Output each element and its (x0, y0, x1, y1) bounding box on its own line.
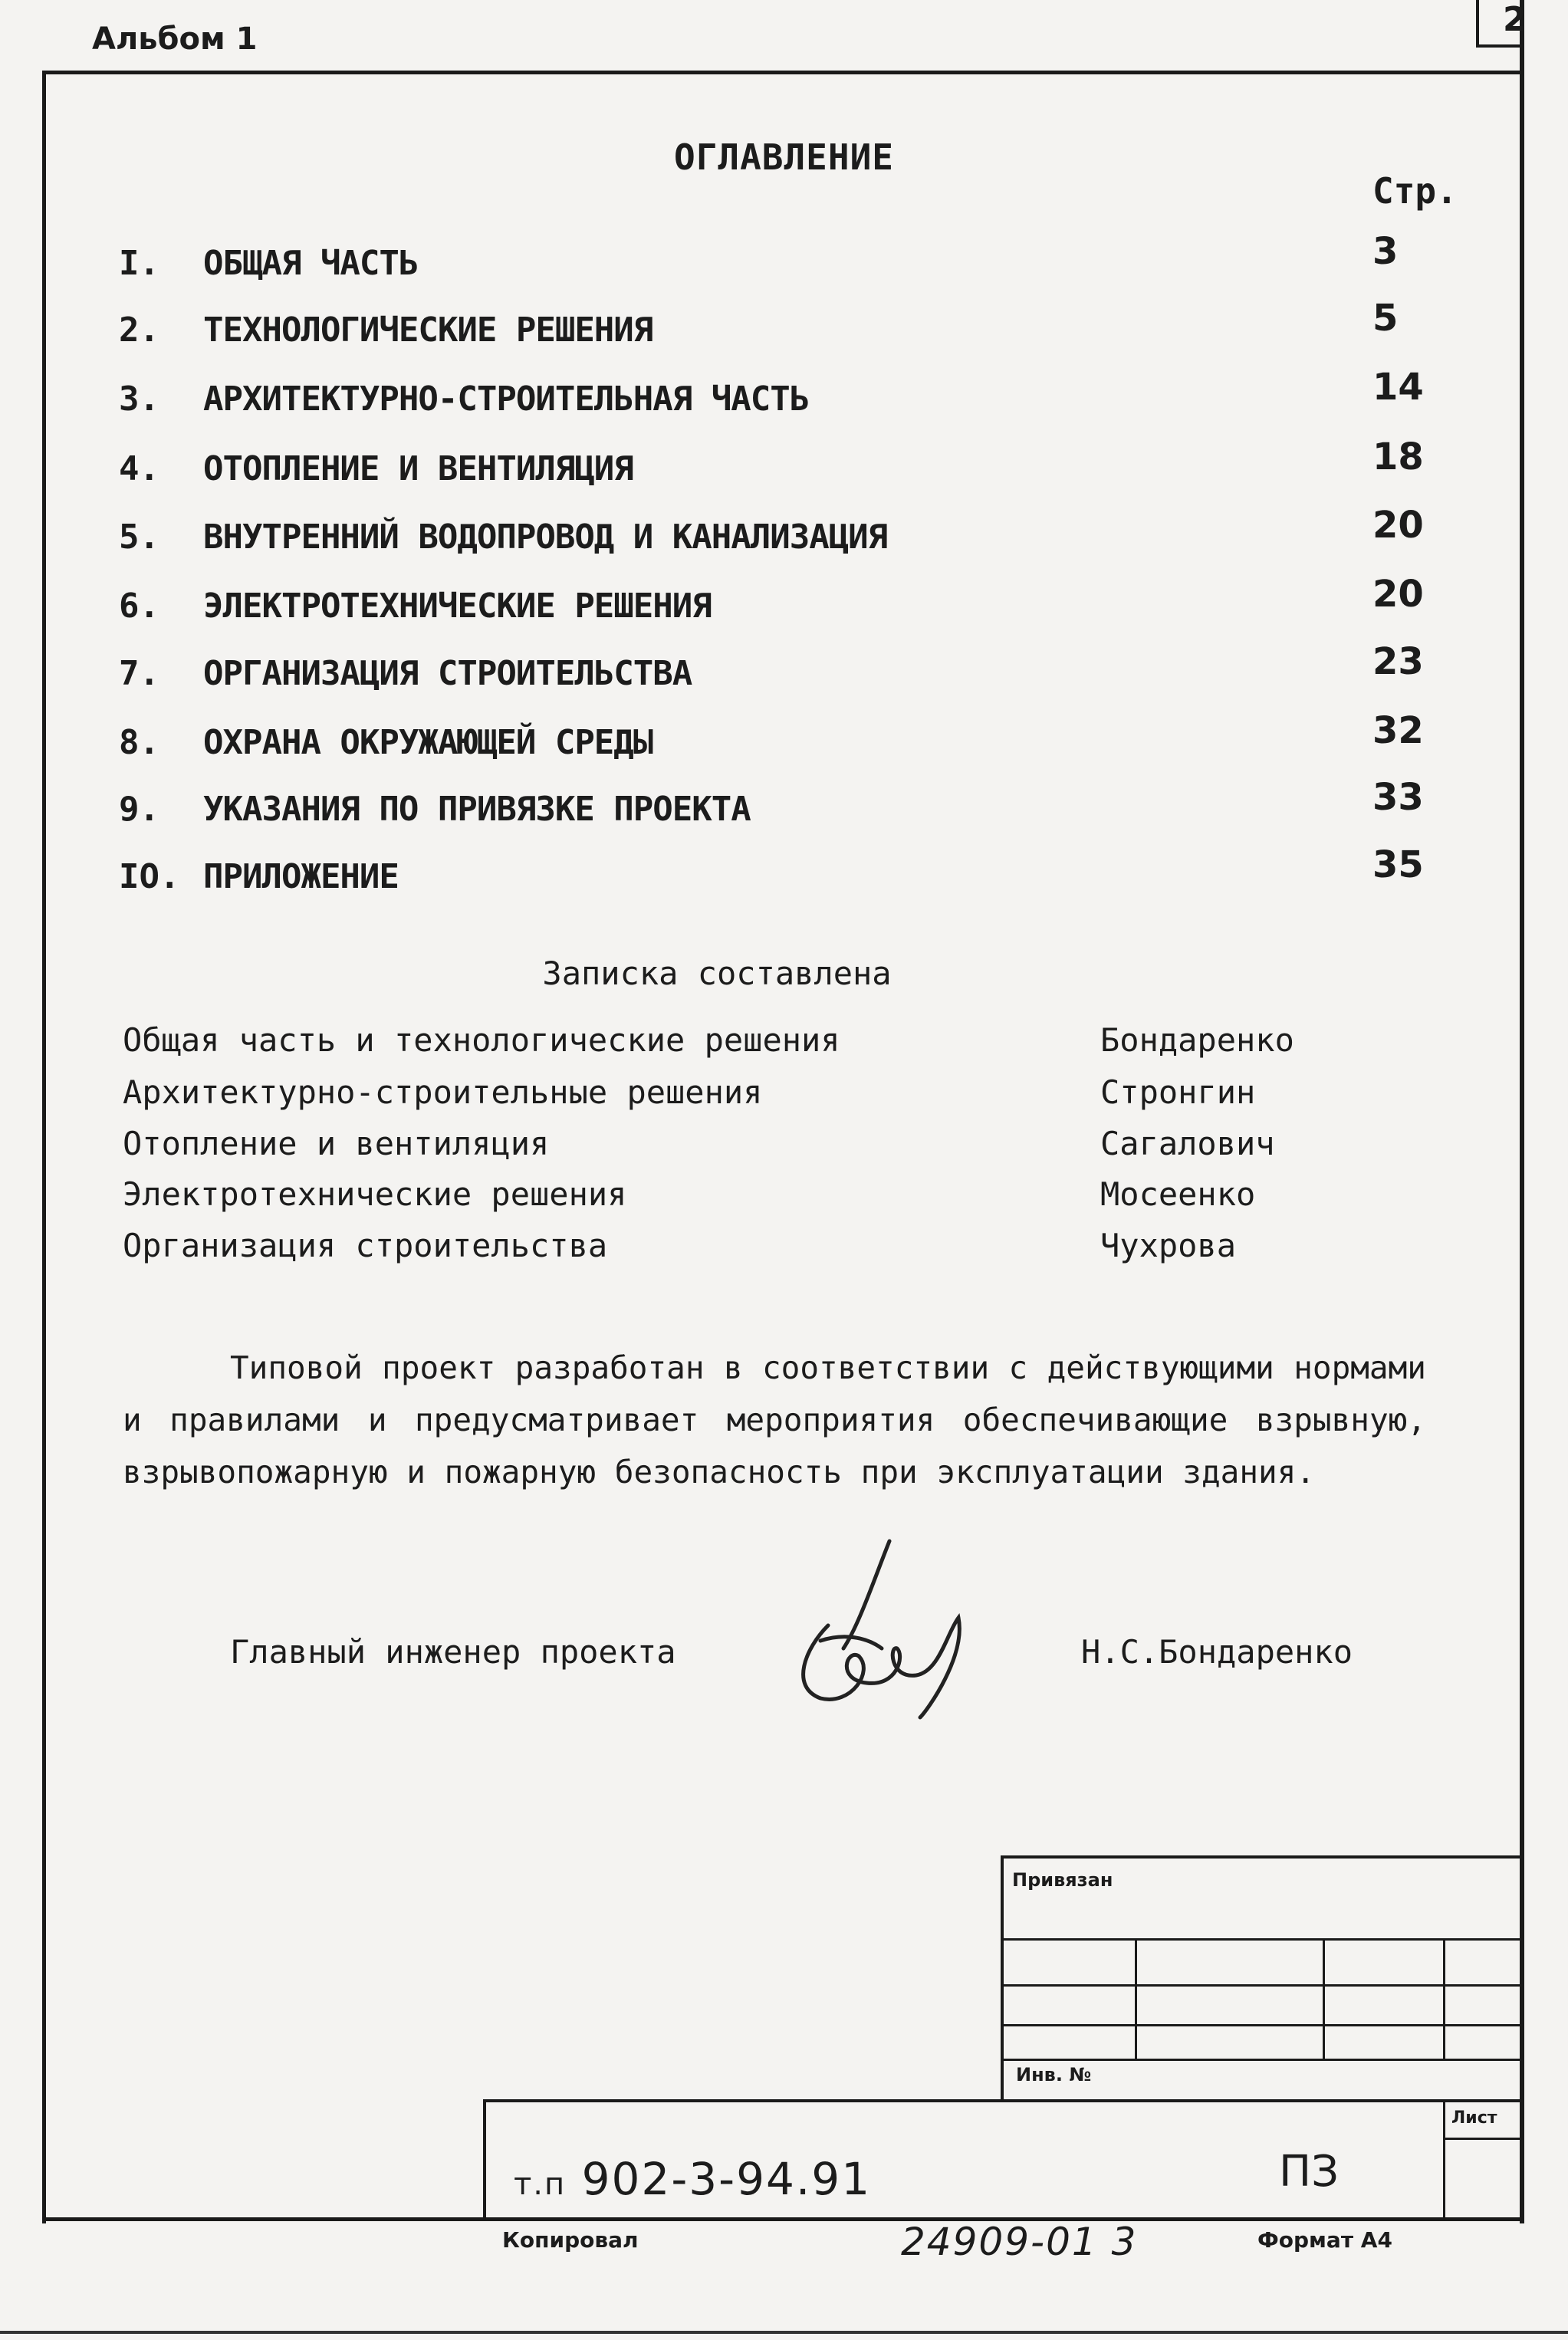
frame-left (42, 71, 46, 2223)
toc-row (119, 435, 1438, 503)
toc-page: 3 (1372, 230, 1399, 273)
stamp-col-3 (1443, 1938, 1445, 2061)
page-bottom-edge (0, 2331, 1568, 2334)
toc-row (119, 573, 1438, 640)
list-label: Лист (1451, 2108, 1497, 2128)
statement-paragraph (123, 1342, 1426, 1498)
signature-mark (774, 1533, 1020, 1733)
toc-name: АРХИТЕКТУРНО-СТРОИТЕЛЬНАЯ ЧАСТЬ (203, 380, 810, 419)
title-box-left (483, 2099, 486, 2220)
toc-row (119, 776, 1438, 843)
doc-code-value: 902-3-94.91 (581, 2153, 872, 2205)
toc-page: 32 (1372, 709, 1424, 752)
author-name: Мосеенко (1100, 1175, 1256, 1213)
sheet-box-left (1476, 0, 1479, 48)
doc-section: ПЗ (1279, 2147, 1340, 2197)
toc-name: ОХРАНА ОКРУЖАЮЩЕЙ СРЕДЫ (203, 723, 653, 762)
toc-row (119, 843, 1438, 911)
authors-title: Записка составлена (542, 955, 892, 992)
author-section: Общая часть и технологические решения (123, 1021, 840, 1059)
doc-prefix: т.п (514, 2167, 567, 2202)
author-row (123, 1021, 1426, 1073)
toc-num: 4. (119, 449, 159, 488)
author-section: Организация строительства (123, 1227, 608, 1264)
toc-name: ОРГАНИЗАЦИЯ СТРОИТЕЛЬСТВА (203, 654, 692, 693)
toc-num: 2. (119, 311, 159, 350)
author-row (123, 1175, 1426, 1228)
sheet-box-bottom (1476, 44, 1524, 48)
author-name: Чухрова (1100, 1227, 1237, 1264)
toc-row (119, 709, 1438, 777)
stamp-col-2 (1323, 1938, 1325, 2061)
author-name: Сагалович (1100, 1125, 1275, 1162)
toc-row (119, 230, 1438, 297)
format-label: Формат А4 (1257, 2227, 1392, 2253)
toc-name: ОБЩАЯ ЧАСТЬ (203, 244, 419, 283)
inv-label: Инв. № (1016, 2064, 1092, 2085)
toc-name: ОТОПЛЕНИЕ И ВЕНТИЛЯЦИЯ (203, 449, 633, 488)
signature-role: Главный инженер проекта (230, 1633, 676, 1671)
archive-number: 24909-01 3 (901, 2220, 1138, 2264)
toc-row (119, 297, 1438, 364)
frame-bottom (42, 2217, 1524, 2221)
toc-page-header: Стр. (1372, 170, 1458, 212)
author-row (123, 1125, 1426, 1177)
frame-top (42, 71, 1524, 74)
stamp-box-left (1001, 1855, 1004, 2101)
author-name: Бондаренко (1100, 1021, 1294, 1059)
toc-page: 18 (1372, 435, 1424, 478)
toc-page: 20 (1372, 504, 1424, 547)
author-section: Отопление и вентиляция (123, 1125, 550, 1162)
toc-num: 7. (119, 654, 159, 693)
toc-num: 3. (119, 380, 159, 419)
toc-name: УКАЗАНИЯ ПО ПРИВЯЗКЕ ПРОЕКТА (203, 790, 751, 829)
author-section: Электротехнические решения (123, 1175, 627, 1213)
list-col (1443, 2099, 1445, 2220)
toc-name: ЭЛЕКТРОТЕХНИЧЕСКИЕ РЕШЕНИЯ (203, 587, 712, 626)
author-row (123, 1227, 1426, 1279)
toc-name: ВНУТРЕННИЙ ВОДОПРОВОД И КАНАЛИЗАЦИЯ (203, 518, 888, 557)
frame-right (1520, 0, 1524, 2223)
toc-row (119, 504, 1438, 571)
toc-num: 5. (119, 518, 159, 557)
list-row (1443, 2138, 1522, 2140)
author-name: Стронгин (1100, 1073, 1256, 1111)
album-label: Альбом 1 (92, 21, 258, 57)
doc-code (514, 2153, 871, 2205)
toc-num: IO. (119, 857, 180, 896)
author-row (123, 1073, 1426, 1126)
sheet-number: 2 (1503, 0, 1527, 39)
author-section: Архитектурно-строительные решения (123, 1073, 763, 1111)
kopir-label: Копировал (502, 2227, 639, 2253)
toc-title: ОГЛАВЛЕНИЕ (674, 136, 894, 178)
toc-name: ТЕХНОЛОГИЧЕСКИЕ РЕШЕНИЯ (203, 311, 653, 350)
toc-row (119, 366, 1438, 433)
toc-page: 33 (1372, 776, 1424, 819)
toc-num: I. (119, 244, 159, 283)
statement-text: Типовой проект разработан в соответствии с действующими нормами и правилами и предусматривает мероприятия обеспечивающие взрывную, взрывопожарную и пожарную безопасность при эксплуатации здания. (123, 1349, 1426, 1490)
toc-num: 9. (119, 790, 159, 829)
toc-row (119, 640, 1438, 708)
toc-name: ПРИЛОЖЕНИЕ (203, 857, 399, 896)
toc-page: 20 (1372, 573, 1424, 616)
title-box-top (483, 2099, 1522, 2102)
toc-page: 5 (1372, 297, 1399, 340)
toc-page: 35 (1372, 843, 1424, 886)
toc-num: 8. (119, 723, 159, 762)
toc-num: 6. (119, 587, 159, 626)
signature-name: Н.С.Бондаренко (1081, 1633, 1353, 1671)
priv-label: Привязан (1012, 1869, 1113, 1891)
toc-page: 14 (1372, 366, 1424, 409)
toc-page: 23 (1372, 640, 1424, 683)
stamp-box-top (1001, 1855, 1522, 1859)
stamp-col-1 (1135, 1938, 1137, 2061)
